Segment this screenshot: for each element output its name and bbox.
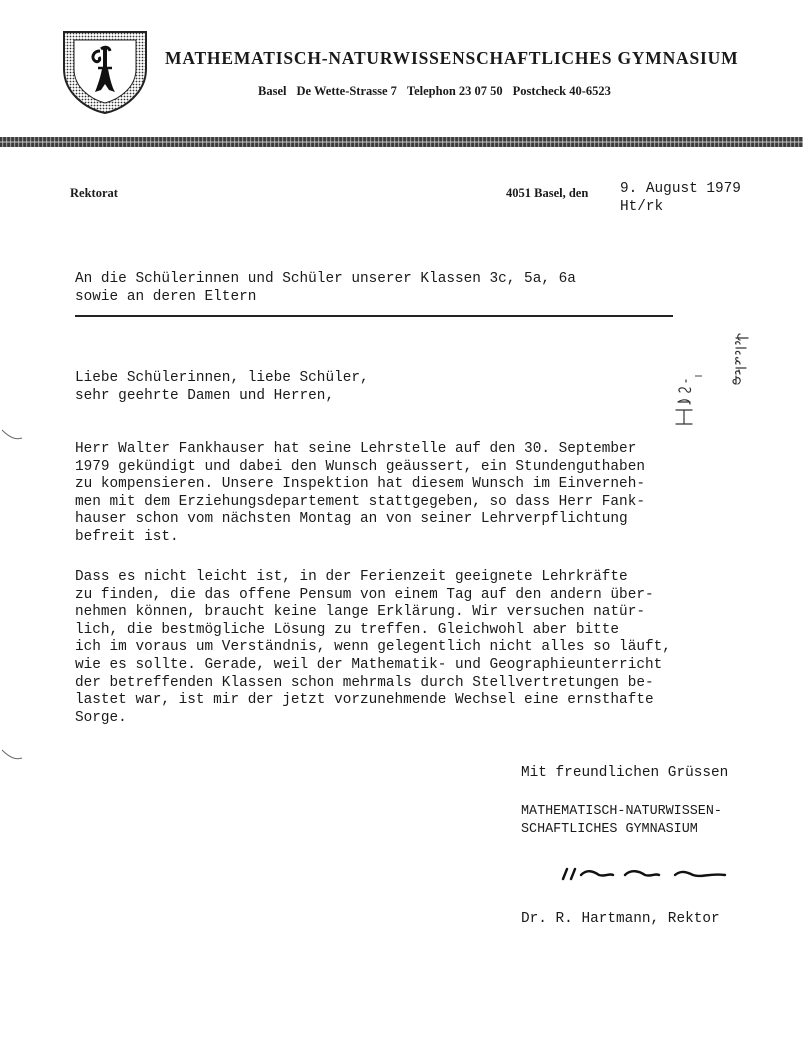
- salutation: Liebe Schülerinnen, liebe Schüler, sehr geehrte Damen und Herren,: [75, 370, 369, 404]
- address-city: Basel: [258, 84, 287, 98]
- basel-crest-icon: [60, 29, 150, 115]
- school-address: [258, 84, 621, 99]
- closing-greeting: Mit freundlichen Grüssen: [521, 765, 729, 781]
- margin-note: [662, 328, 762, 428]
- office-label: Rektorat: [70, 186, 118, 200]
- body-paragraph-2: Dass es nicht leicht ist, in der Ferienzeit geeignete Lehrkräfte zu finden, die das offene Pensum von einem Tag auf den andern über- nehmen können, braucht keine lange Erklärung. Wir versuchen natür- lich, die bestmögliche Lösung zu treffen. Gleichwohl aber bitte ich im voraus um Verständnis, wenn gelegentlich nicht alles so läuft, wie es sollte. Gerade, weil der Mathematik- und Geographieunterricht der betreffenden Klassen schon mehrmals durch Stellvertretungen be- lastet war, ist mir der jetzt vorzunehmende Wechsel eine ernsthafte Sorge.: [75, 569, 671, 726]
- signature: [555, 861, 735, 885]
- closing-school-name: MATHEMATISCH-NATURWISSEN- SCHAFTLICHES GYMNASIUM: [521, 804, 722, 837]
- scan-edge-marks: [0, 410, 24, 780]
- letter-date: 9. August 1979: [620, 181, 741, 197]
- addressee-underline: [75, 315, 673, 317]
- letterhead-divider: [0, 137, 803, 147]
- address-phone: Telephon 23 07 50: [406, 84, 503, 98]
- reference-code: Ht/rk: [620, 199, 664, 215]
- body-paragraph-1: Herr Walter Fankhauser hat seine Lehrstelle auf den 30. September 1979 gekündigt und dabei den Wunsch geäussert, ein Stundenguthaben zu kompensieren. Unsere Inspektion hat diesem Wunsch im Einverneh- men mit dem Erziehungsdepartement stattgegeben, so dass Herr Fank- hauser schon vom nächsten Montag an von seiner Lehrverpflichtung befreit ist.: [75, 441, 645, 545]
- place-label: 4051 Basel, den: [506, 186, 589, 200]
- school-name: MATHEMATISCH-NATURWISSENSCHAFTLICHES GYMNASIUM: [165, 48, 739, 68]
- signer-name: Dr. R. Hartmann, Rektor: [521, 911, 720, 927]
- addressee: An die Schülerinnen und Schüler unserer Klassen 3c, 5a, 6a sowie an deren Eltern: [75, 271, 576, 305]
- address-street: De Wette-Strasse 7: [296, 84, 397, 98]
- address-postcheck: Postcheck 40-6523: [512, 84, 611, 98]
